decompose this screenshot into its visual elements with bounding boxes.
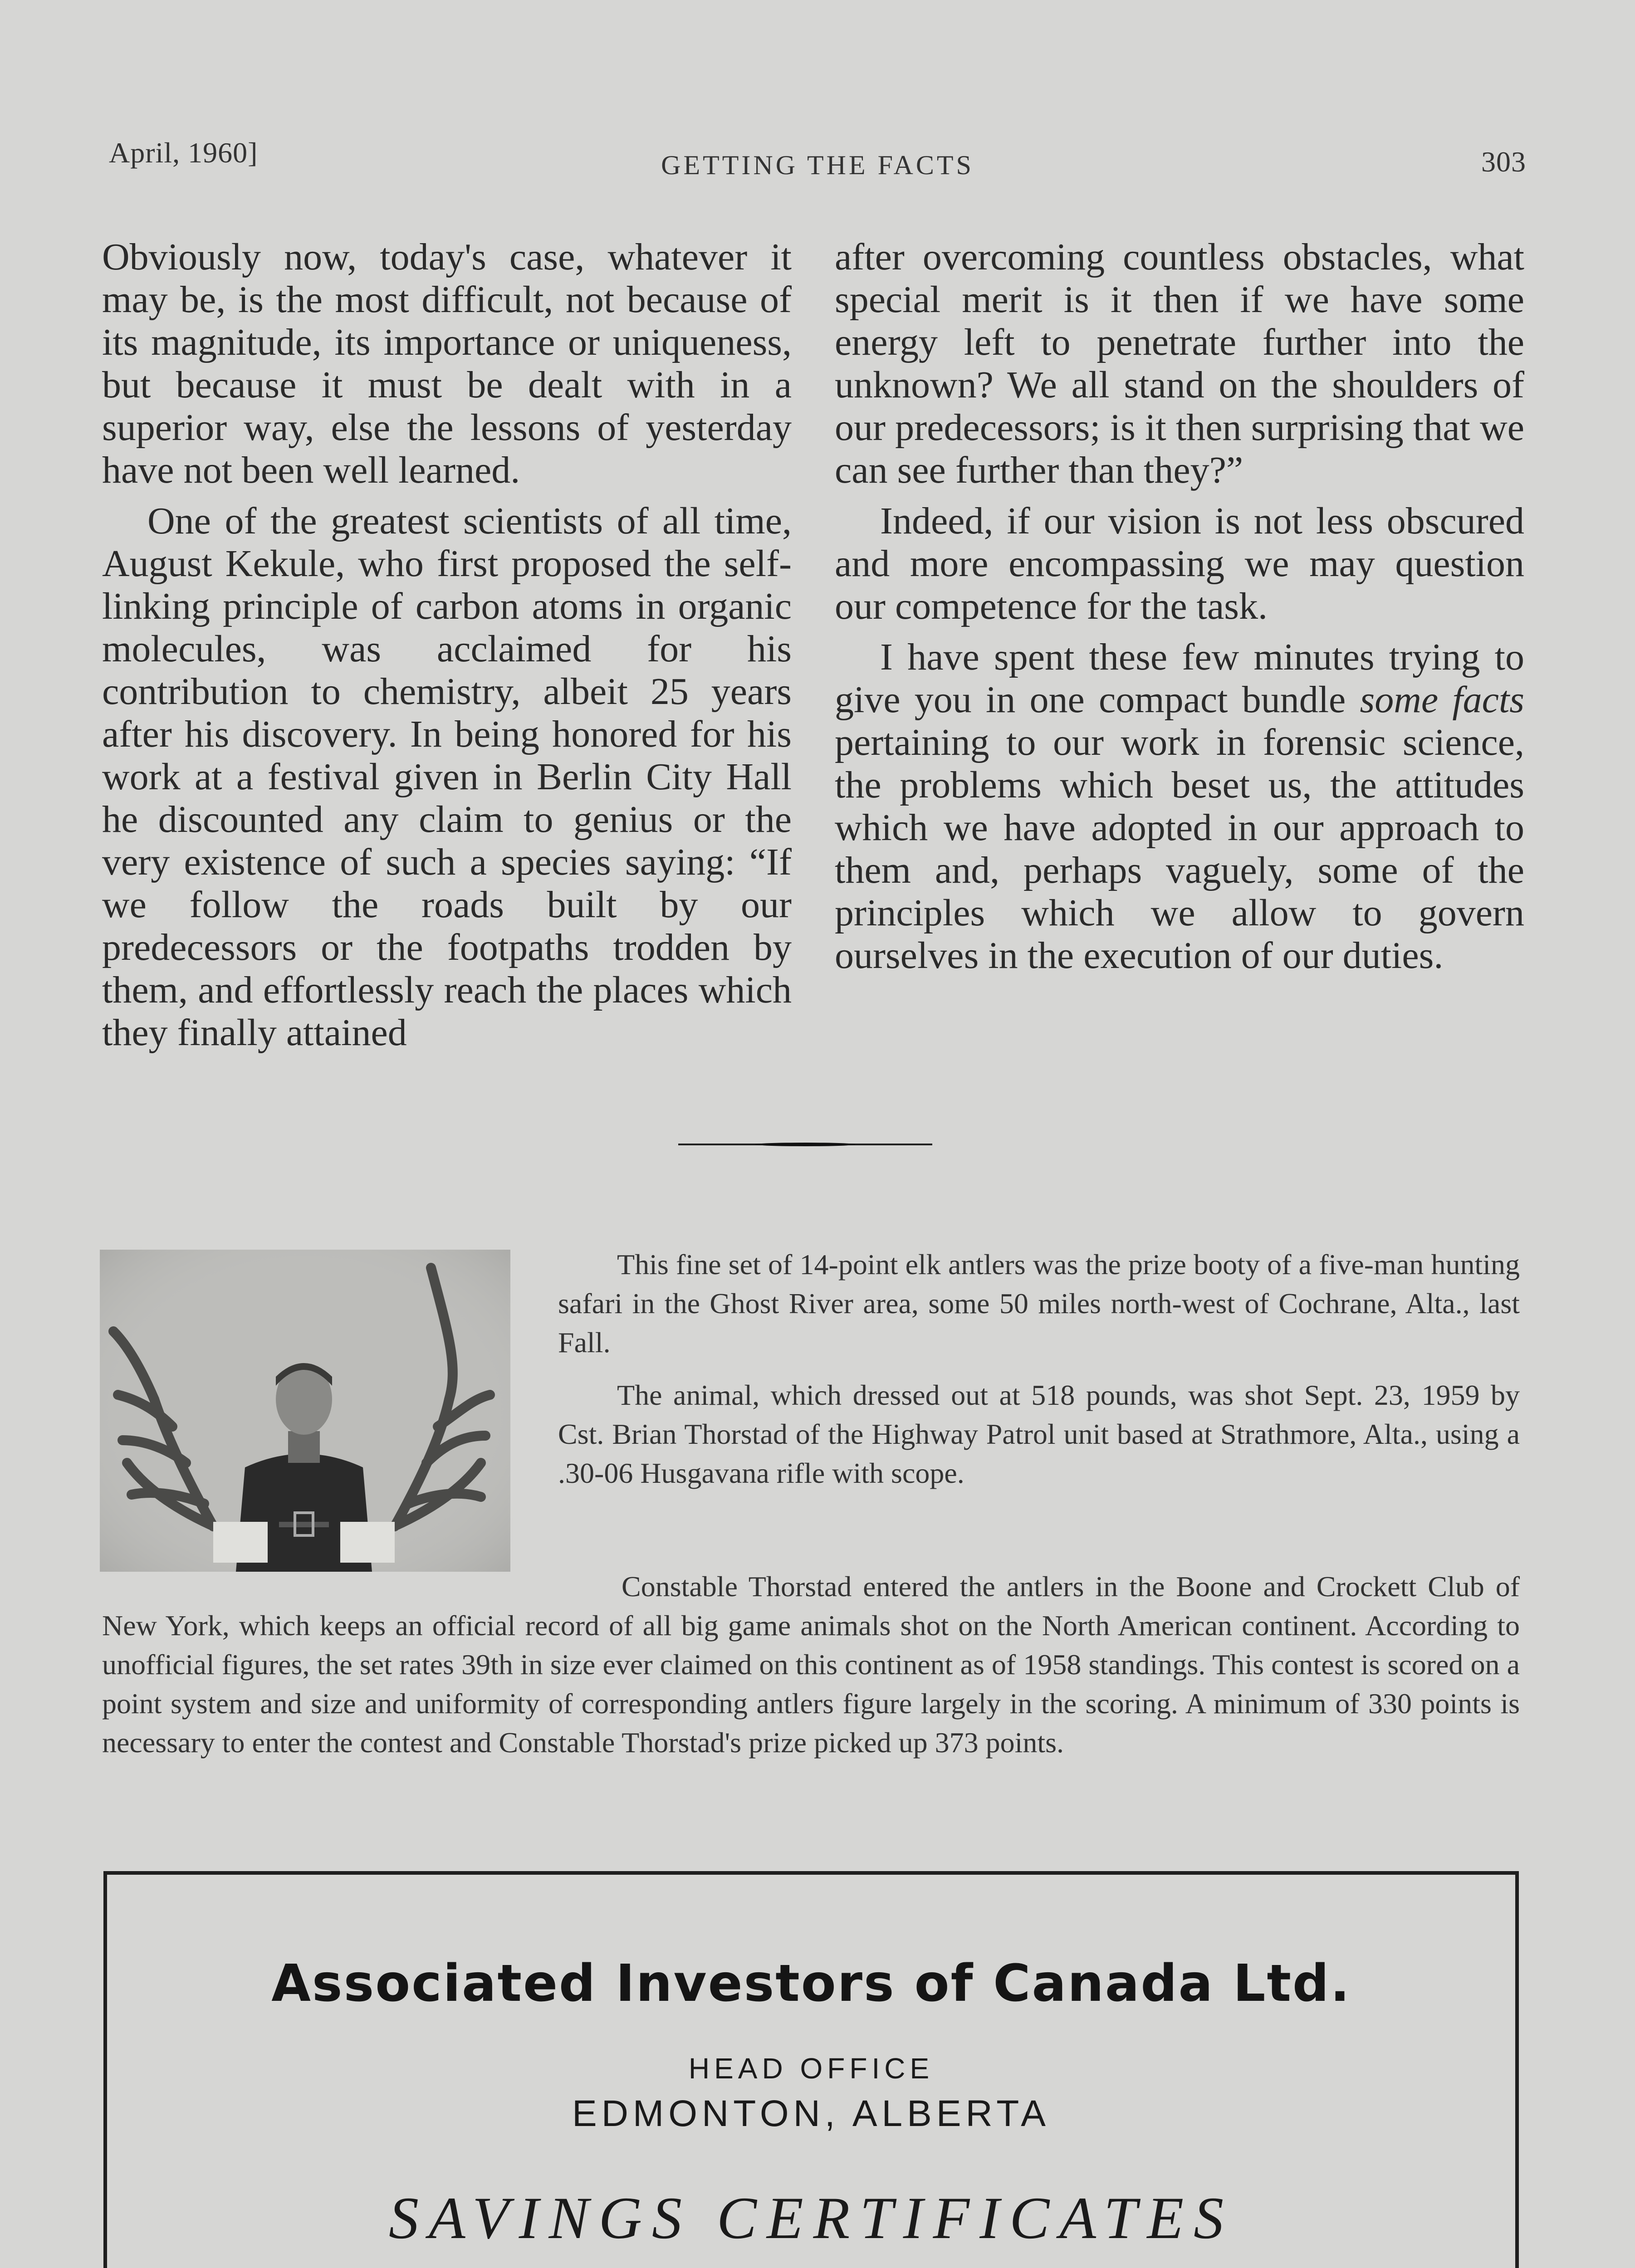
article-column-left [102,236,792,1062]
officer-with-elk-antlers-photo [100,1250,510,1572]
article-text: pertaining to our work in forensic science, the problems which beset us, the attitudes which we have adopted in our approach to them and, perhaps vaguely, some of the principles which we allow to govern ourselves in the execution of our duties. [835,721,1524,977]
article-paragraph: One of the greatest scientists of all time, August Kekule, who first proposed the self-linking principle of carbon atoms in organic molecules, was acclaimed for his contribution to chemistry, albeit 25 years after his discovery. In being honored for his work at a festival given in Berlin City Hall he discounted any claim to genius or the very existence of such a species saying: “If we follow the roads built by our predecessors or the footpaths trodden by them, and effortlessly reach the places which they finally attained [102,500,792,1054]
advertisement-box [103,1871,1519,2268]
article-paragraph [835,636,1524,977]
article-column-right [835,236,1524,985]
caption-paragraph: This fine set of 14-point elk antlers was the prize booty of a five-man hunting safari in the Ghost River area, some 50 miles north-west of Cochrane, Alta., last Fall. [558,1248,1520,1359]
photo-caption-continued [102,1567,1520,1762]
emphasis-text: some facts [1360,679,1524,721]
caption-paragraph: Constable Thorstad entered the antlers in the Boone and Crockett Club of New York, which keeps an official record of all big game animals shot on the North American continent. According to unofficial figures, the set rates 39th in size ever claimed on this continent as of 1958 standings. This contest is scored on a point system and size and uniformity of corresponding antlers figure largely in the scoring. A minimum of 330 points is necessary to enter the contest and Constable Thorstad's prize picked up 373 points. [102,1570,1520,1759]
photo-caption [558,1245,1520,1506]
advertiser-city: EDMONTON, ALBERTA [572,2093,1050,2134]
running-title: GETTING THE FACTS [661,150,974,180]
article-paragraph: Obviously now, today's case, whatever it may be, is the most difficult, not because of its magnitude, its importance or uniqueness, but because it must be dealt with in a superior way, else the lessons of yesterday have not been well learned. [102,236,792,491]
product-title: SAVINGS CERTIFICATES [388,2185,1234,2251]
section-divider [678,1142,932,1147]
photo-illustration [100,1250,510,1572]
article-text: I have spent these few minutes trying to give you in one compact bundle [835,636,1524,721]
advertiser-name: Associated Investors of Canada Ltd. [271,1954,1351,2013]
caption-paragraph: The animal, which dressed out at 518 pounds, was shot Sept. 23, 1959 by Cst. Brian Thorstad of the Highway Patrol unit based at Strathmore, Alta., using a .30-06 Husgavana rifle with scope. [558,1379,1520,1489]
issue-date: April, 1960] [109,137,258,169]
article-paragraph: after overcoming countless obstacles, what special merit is it then if we have some energy left to penetrate further into the unknown? We all stand on the shoulders of our predecessors; is it then surprising that we can see further than they?” [835,236,1524,491]
article-paragraph: Indeed, if our vision is not less obscured and more encompassing we may question our competence for the task. [835,500,1524,627]
head-office-label: HEAD OFFICE [688,2052,934,2085]
page-number: 303 [1481,146,1526,178]
